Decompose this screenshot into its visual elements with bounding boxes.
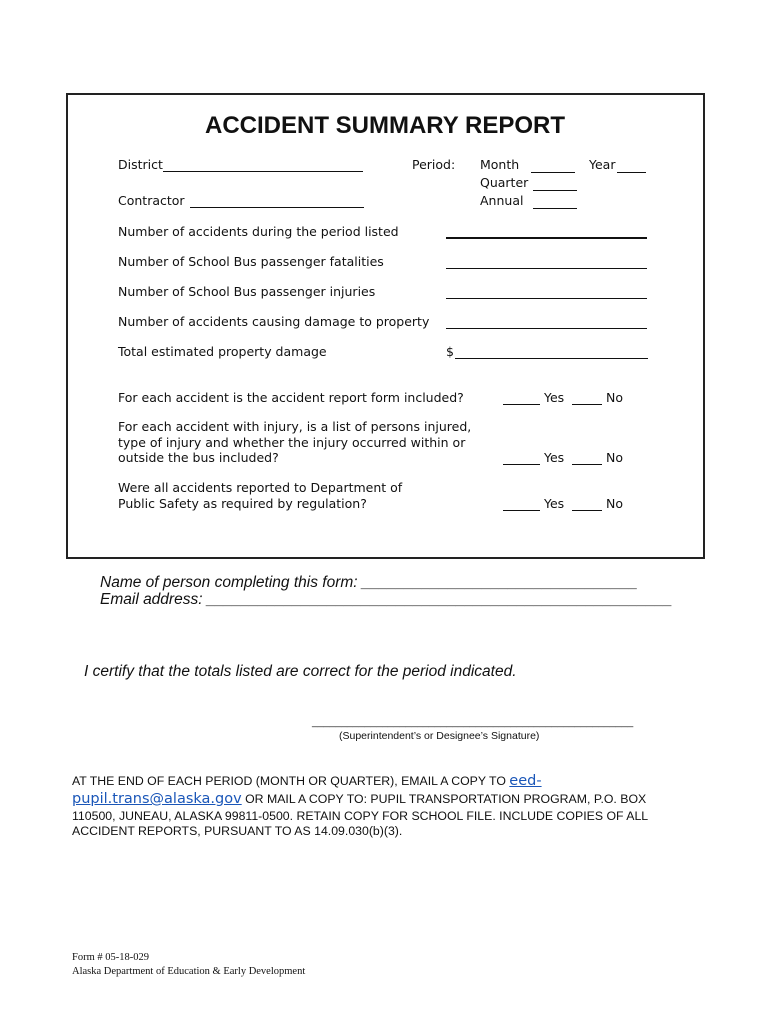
- stat-label-property-accidents: Number of accidents causing damage to property: [118, 314, 430, 329]
- q3-no-field[interactable]: [572, 510, 602, 511]
- question-dps-line1: Were all accidents reported to Department of: [118, 480, 403, 495]
- month-field[interactable]: [531, 172, 575, 173]
- q1-yes-field[interactable]: [503, 404, 540, 405]
- q3-yes-field[interactable]: [503, 510, 540, 511]
- notice-line1: [72, 774, 542, 789]
- question-report-form: For each accident is the accident report form included?: [118, 390, 464, 405]
- notice-line4: ACCIDENT REPORTS, PURSUANT TO AS 14.09.030(b)(3).: [72, 824, 403, 838]
- district-label: District: [118, 157, 163, 172]
- department-name: Alaska Department of Education & Early Development: [72, 966, 306, 977]
- question-injury-list-line2: type of injury and whether the injury occurred within or: [118, 435, 466, 450]
- q1-no-field[interactable]: [572, 404, 602, 405]
- q3-no-label: No: [606, 496, 623, 511]
- email-link-part2[interactable]: pupil.trans@alaska.gov: [72, 791, 242, 807]
- page-title: ACCIDENT SUMMARY REPORT: [204, 112, 565, 139]
- question-dps-line2: Public Safety as required by regulation?: [118, 496, 367, 511]
- period-label: Period:: [412, 157, 456, 172]
- certify-statement: I certify that the totals listed are correct for the period indicated.: [84, 663, 517, 680]
- email-field[interactable]: Email address: ______________________________________________________: [100, 591, 673, 608]
- q2-yes-field[interactable]: [503, 464, 540, 465]
- contractor-field[interactable]: [190, 207, 364, 208]
- stat-label-injuries: Number of School Bus passenger injuries: [118, 284, 376, 299]
- question-injury-list-line3: outside the bus included?: [118, 450, 279, 465]
- year-label: Year: [589, 157, 616, 172]
- q1-yes-label: Yes: [544, 390, 565, 405]
- contractor-label: Contractor: [118, 193, 185, 208]
- signature-line[interactable]: _______________________________________________________: [312, 716, 634, 728]
- notice-line2: [72, 792, 646, 807]
- quarter-label: Quarter: [480, 175, 529, 190]
- name-field[interactable]: Name of person completing this form: ________________________________: [100, 574, 638, 591]
- question-injury-list-line1: For each accident with injury, is a list of persons injured,: [118, 419, 472, 434]
- q2-yes-label: Yes: [544, 450, 565, 465]
- q1-no-label: No: [606, 390, 623, 405]
- notice-rest: OR MAIL A COPY TO: PUPIL TRANSPORTATION PROGRAM, P.O. BOX: [241, 792, 647, 806]
- stat-field-property-accidents[interactable]: [446, 328, 647, 329]
- q2-no-field[interactable]: [572, 464, 602, 465]
- q2-no-label: No: [606, 450, 623, 465]
- quarter-field[interactable]: [533, 190, 577, 191]
- q3-yes-label: Yes: [544, 496, 565, 511]
- stat-field-fatalities[interactable]: [446, 268, 647, 269]
- district-field[interactable]: [163, 171, 363, 172]
- annual-label: Annual: [480, 193, 524, 208]
- notice-line3: 110500, JUNEAU, ALASKA 99811-0500. RETAIN COPY FOR SCHOOL FILE. INCLUDE COPIES OF ALL: [72, 809, 649, 823]
- month-label: Month: [480, 157, 520, 172]
- stat-field-damage[interactable]: [455, 358, 648, 359]
- notice-start: AT THE END OF EACH PERIOD (MONTH OR QUARTER), EMAIL A COPY TO: [72, 774, 510, 788]
- annual-field[interactable]: [533, 208, 577, 209]
- year-field[interactable]: [617, 172, 646, 173]
- form-number: Form # 05-18-029: [72, 952, 149, 963]
- stat-label-damage: Total estimated property damage: [118, 344, 327, 359]
- stat-label-accidents: Number of accidents during the period listed: [118, 224, 399, 239]
- stat-field-accidents[interactable]: [446, 237, 647, 239]
- signature-caption: (Superintendent’s or Designee’s Signature): [339, 730, 540, 742]
- stat-field-injuries[interactable]: [446, 298, 647, 299]
- stat-label-fatalities: Number of School Bus passenger fatalities: [118, 254, 384, 269]
- dollar-sign: $: [446, 344, 454, 359]
- email-link-part1[interactable]: eed-: [509, 773, 542, 789]
